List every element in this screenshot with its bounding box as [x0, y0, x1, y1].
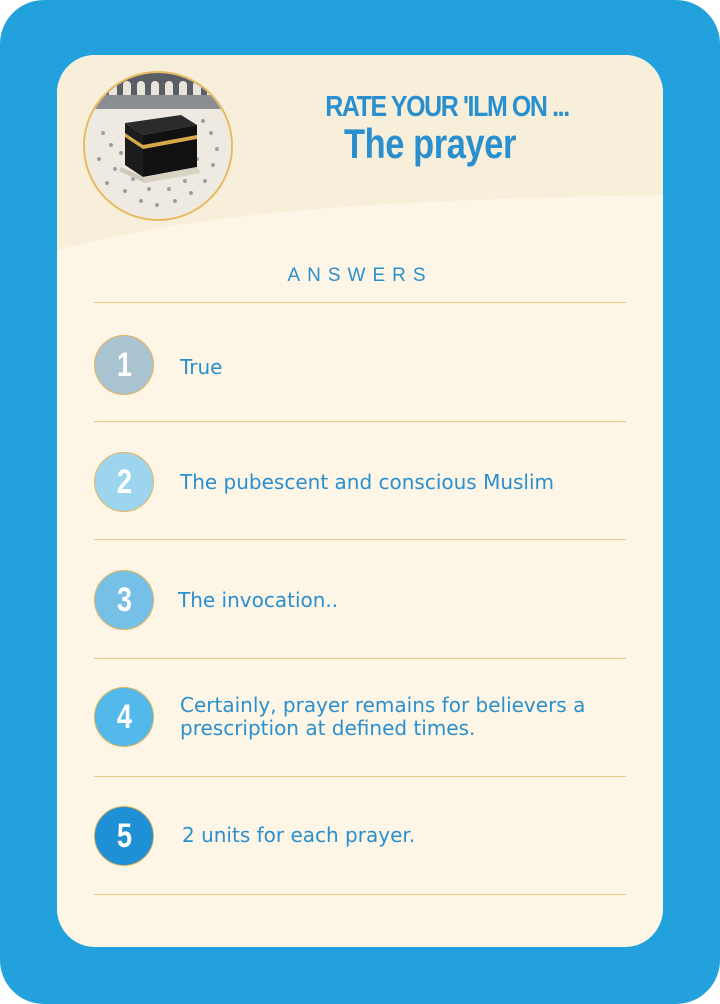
- answer-item-2: [94, 422, 626, 540]
- title-line-2: The prayer: [343, 120, 516, 167]
- answer-text: Certainly, prayer remains for believers a prescription at defined times.: [180, 693, 586, 740]
- answer-number: 3: [116, 580, 132, 619]
- card-panel: [57, 55, 663, 947]
- answer-item-5: [94, 777, 626, 895]
- number-badge: [94, 335, 154, 395]
- title-line-1: RATE YOUR 'ILM ON ...: [325, 91, 569, 123]
- answer-text: 2 units for each prayer.: [182, 823, 416, 847]
- answer-text: True: [180, 355, 223, 379]
- header-title: [257, 91, 637, 168]
- number-badge: [94, 570, 154, 630]
- divider: [94, 894, 626, 895]
- answer-text: The invocation..: [178, 588, 339, 612]
- number-badge: [94, 687, 154, 747]
- number-badge: [94, 806, 154, 866]
- answer-text: The pubescent and conscious Muslim: [180, 470, 555, 494]
- answers-heading: ANSWERS: [287, 265, 433, 286]
- answer-item-4: [94, 659, 626, 777]
- answer-item-3: [94, 540, 626, 658]
- answer-item-1: [94, 303, 626, 421]
- answer-number: 4: [116, 697, 132, 736]
- number-badge: [94, 452, 154, 512]
- answer-number: 5: [116, 816, 132, 855]
- answer-number: 2: [116, 462, 132, 501]
- answer-number: 1: [116, 345, 132, 384]
- kaaba-icon: [83, 71, 233, 221]
